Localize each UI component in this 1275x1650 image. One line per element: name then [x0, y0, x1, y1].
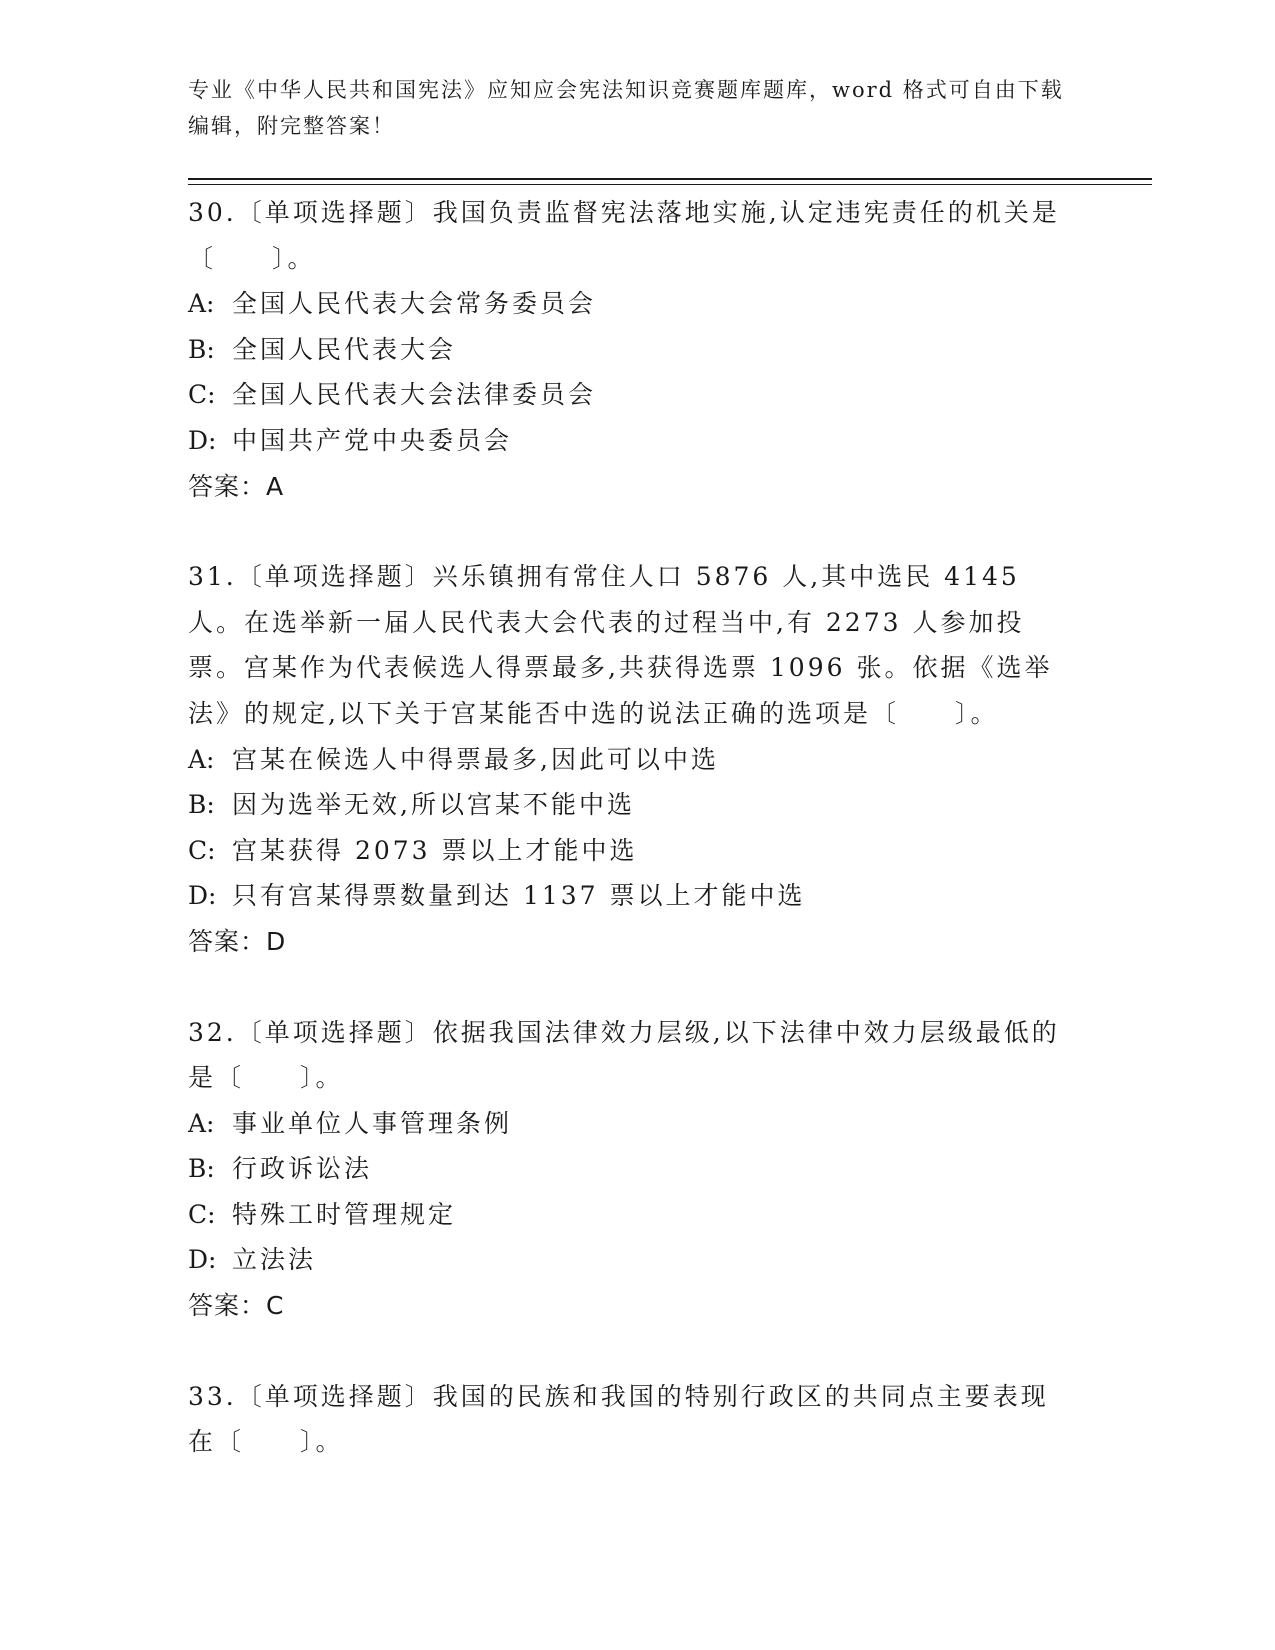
option-text: 特殊工时管理规定	[232, 1199, 457, 1229]
header-divider-thin	[188, 184, 1152, 185]
answer-line	[188, 464, 1088, 510]
question-stem: 31.〔单项选择题〕兴乐镇拥有常住人口 5876 人,其中选民 4145 人。在选举新一届人民代表大会代表的过程当中,有 2273 人参加投票。宫某作为代表候选人得票最多,共获得选票 1096 张。依据《选举法》的规定,以下关于宫某能否中选的说法正确的选项是〔 〕。	[188, 562, 1053, 728]
option-text: 立法法	[232, 1245, 317, 1275]
question-33	[188, 1374, 1088, 1465]
answer-line	[188, 919, 1088, 965]
answer-prefix: 答案：	[188, 1291, 267, 1321]
option-label: B:	[188, 790, 215, 820]
question-stem: 30.〔单项选择题〕我国负责监督宪法落地实施,认定违宪责任的机关是〔 〕。	[188, 198, 1060, 273]
option-a	[188, 281, 1088, 327]
option-c	[188, 828, 1088, 874]
question-stem: 33.〔单项选择题〕我国的民族和我国的特别行政区的共同点主要表现在〔 〕。	[188, 1381, 1049, 1457]
option-label: A:	[188, 1108, 215, 1138]
option-text: 全国人民代表大会	[232, 334, 457, 364]
answer-prefix: 答案：	[188, 926, 267, 956]
option-text: 事业单位人事管理条例	[232, 1108, 513, 1138]
option-label: D:	[188, 881, 217, 911]
header-divider-thick	[188, 178, 1152, 180]
option-c	[188, 1192, 1088, 1238]
option-label: B:	[188, 334, 215, 364]
answer-line	[188, 1283, 1088, 1329]
option-text: 全国人民代表大会法律委员会	[232, 380, 597, 410]
option-label: D:	[188, 425, 217, 455]
option-text: 只有宫某得票数量到达 1137 票以上才能中选	[232, 881, 806, 911]
option-label: A:	[188, 289, 215, 319]
option-a	[188, 737, 1088, 783]
answer-prefix: 答案：	[188, 471, 267, 501]
option-b	[188, 1146, 1088, 1192]
answer-value: C	[266, 1291, 285, 1321]
answer-value: A	[266, 471, 285, 501]
question-31	[188, 554, 1088, 964]
option-label: A:	[188, 744, 215, 774]
option-d	[188, 418, 1088, 464]
option-label: B:	[188, 1154, 215, 1184]
option-b	[188, 327, 1088, 373]
option-d	[188, 873, 1088, 919]
question-32	[188, 1010, 1088, 1329]
option-text: 因为选举无效,所以宫某不能中选	[232, 790, 635, 820]
option-text: 全国人民代表大会常务委员会	[232, 289, 597, 319]
question-list	[188, 190, 1088, 1465]
option-text: 宫某在候选人中得票最多,因此可以中选	[232, 744, 719, 774]
option-b	[188, 782, 1088, 828]
option-d	[188, 1237, 1088, 1283]
question-30	[188, 190, 1088, 509]
option-text: 中国共产党中央委员会	[232, 425, 513, 455]
option-label: C:	[188, 835, 216, 865]
answer-value: D	[266, 926, 287, 956]
document-header: 专业《中华人民共和国宪法》应知应会宪法知识竞赛题库题库，word 格式可自由下载编辑，附完整答案！	[188, 78, 1064, 138]
option-c	[188, 372, 1088, 418]
option-text: 宫某获得 2073 票以上才能中选	[232, 835, 638, 865]
option-a	[188, 1101, 1088, 1147]
option-label: D:	[188, 1245, 217, 1275]
option-label: C:	[188, 1199, 216, 1229]
option-text: 行政诉讼法	[232, 1154, 373, 1184]
question-stem: 32.〔单项选择题〕依据我国法律效力层级,以下法律中效力层级最低的是〔 〕。	[188, 1017, 1060, 1093]
option-label: C:	[188, 380, 216, 410]
